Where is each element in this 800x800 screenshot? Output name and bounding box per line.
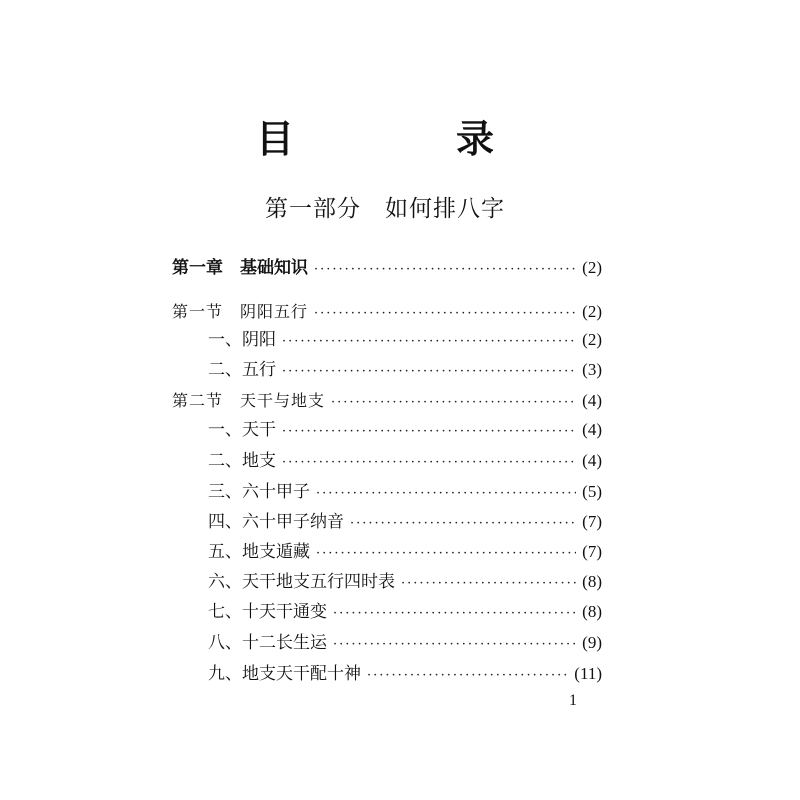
dot-leader (282, 364, 576, 380)
toc-entry-page: (9) (582, 633, 602, 652)
toc-entry-label: 四、六十甲子纳音 (208, 512, 344, 532)
toc-entry-label: 二、五行 (208, 360, 276, 380)
toc-entry-item[interactable] (208, 356, 602, 380)
dot-leader (282, 455, 576, 471)
toc-entry-label: 一、天干 (208, 420, 276, 440)
toc-entry-page: (7) (582, 542, 602, 561)
dot-leader (316, 546, 576, 562)
toc-entry-page: (2) (582, 330, 602, 349)
toc-entry-chapter-1[interactable] (172, 254, 602, 278)
toc-entry-page: (4) (582, 391, 602, 410)
toc-entry-item[interactable] (208, 447, 602, 471)
dot-leader (314, 262, 576, 278)
dot-leader (333, 637, 576, 653)
toc-entry-page: (2) (582, 258, 602, 277)
toc-entry-section-2[interactable] (172, 387, 602, 411)
toc-entry-page: (5) (582, 482, 602, 501)
toc-entry-item[interactable] (208, 660, 602, 684)
page-title: 目 录 (255, 117, 556, 161)
dot-leader (282, 424, 576, 440)
toc-entry-page: (2) (582, 302, 602, 321)
toc-entry-label: 九、地支天干配十神 (208, 664, 361, 684)
toc-entry-page: (11) (574, 664, 602, 683)
toc-entry-label: 八、十二长生运 (208, 633, 327, 653)
dot-leader (350, 516, 576, 532)
dot-leader (282, 334, 576, 350)
toc-entry-page: (3) (582, 360, 602, 379)
part-subtitle: 如何排八字 (385, 196, 505, 222)
toc-entry-section-1[interactable] (172, 298, 602, 322)
page-number: 1 (569, 692, 577, 709)
toc-entry-label: 七、十天干通变 (208, 602, 327, 622)
toc-entry-label: 第一节 阴阳五行 (172, 302, 309, 321)
dot-leader (367, 668, 568, 684)
toc-entry-page: (4) (582, 451, 602, 470)
dot-leader (314, 306, 576, 322)
dot-leader (316, 486, 576, 502)
toc-entry-item[interactable] (208, 478, 602, 502)
toc-entry-item[interactable] (208, 598, 602, 622)
part-name: 第一部分 (265, 196, 361, 222)
toc-entry-label: 第二节 天干与地支 (172, 391, 326, 410)
dot-leader (331, 395, 576, 411)
toc-entry-label: 一、阴阳 (208, 330, 276, 350)
toc-entry-label: 第一章 基础知识 (172, 258, 308, 278)
toc-entry-item[interactable] (208, 508, 602, 532)
toc-entry-label: 三、六十甲子 (208, 482, 310, 502)
toc-entry-label: 五、地支遁藏 (208, 542, 310, 562)
toc-entry-item[interactable] (208, 538, 602, 562)
toc-entry-item[interactable] (208, 416, 602, 440)
toc-entry-label: 六、天干地支五行四时表 (208, 572, 395, 592)
toc-entry-label: 二、地支 (208, 451, 276, 471)
toc-entry-item[interactable] (208, 568, 602, 592)
toc-entry-item[interactable] (208, 629, 602, 653)
dot-leader (333, 606, 576, 622)
toc-entry-page: (7) (582, 512, 602, 531)
dot-leader (401, 576, 576, 592)
toc-entry-item[interactable] (208, 326, 602, 350)
toc-entry-page: (8) (582, 602, 602, 621)
toc-entry-page: (8) (582, 572, 602, 591)
toc-entry-page: (4) (582, 420, 602, 439)
